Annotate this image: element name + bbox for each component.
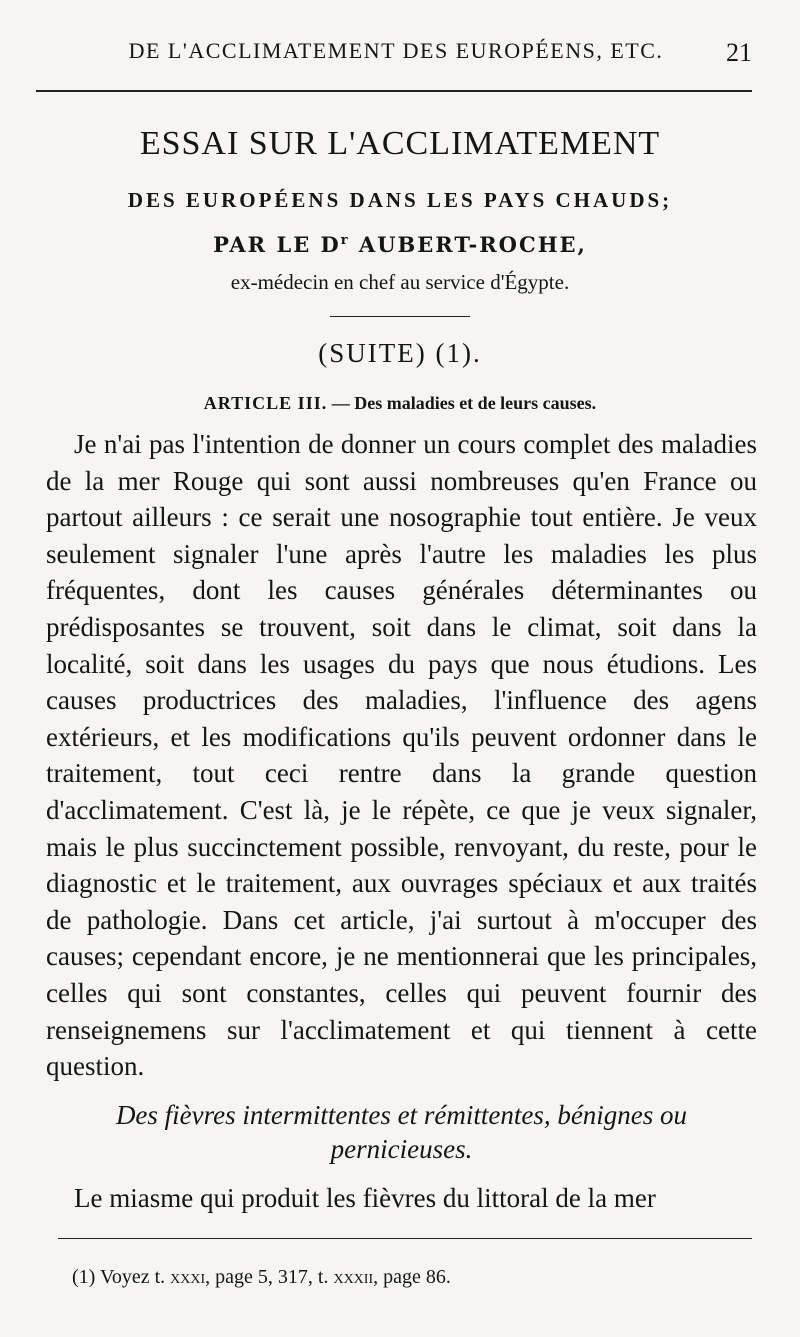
- continuation-marker: (SUITE) (1).: [318, 338, 482, 368]
- footnote-volume-1: xxxi: [170, 1266, 206, 1288]
- footnote-middle: , page 5, 317, t.: [205, 1266, 334, 1288]
- body-text: [46, 426, 757, 1085]
- footnote-prefix: (1) Voyez t.: [72, 1266, 171, 1288]
- header-rule: [36, 90, 752, 92]
- footnote-volume-2: xxxii: [333, 1266, 374, 1288]
- article-heading: [40, 393, 760, 414]
- footnote-rule: [58, 1238, 752, 1239]
- article-title: — Des maladies et de leurs causes.: [327, 393, 597, 413]
- author-name: AUBERT-ROCHE,: [349, 232, 587, 257]
- article-label: ARTICLE III.: [203, 393, 328, 413]
- essay-title: ESSAI SUR L'ACCLIMATEMENT: [139, 125, 661, 162]
- author-line: [40, 232, 760, 257]
- paragraph-1: Je n'ai pas l'intention de donner un cours complet des maladies de la mer Rouge qui sont aussi nombreuses qu'en France ou partout ailleurs : ce serait une nosographie tout entière. Je veux seulement signaler l'une après l'autre les maladies les plus fréquentes, dont les causes générales déterminantes ou prédisposantes se trouvent, soit dans le climat, soit dans la localité, soit dans les usages du pays que nous étudions. Les causes productrices des maladies, l'influence des agens extérieurs, et les modifications qu'ils peuvent ordonner dans le traitement, tout ceci rentre dans la grande question d'acclimatement. C'est là, je le répète, ce que je veux signaler, mais le plus succinctement possible, renvoyant, du reste, pour le diagnostic et le traitement, aux ouvrages spéciaux et aux traités de pathologie. Dans cet article, j'ai surtout à m'occuper des causes; cependant encore, je ne mentionnerai que les principales, celles qui sont constantes, celles qui peuvent fournir des renseignemens sur l'acclimatement et qui tiennent à cette question.: [46, 429, 757, 1082]
- author-role: ex-médecin en chef au service d'Égypte.: [230, 270, 570, 294]
- page-number: 21: [726, 38, 752, 67]
- essay-subtitle: DES EUROPÉENS DANS LES PAYS CHAUDS;: [127, 188, 673, 212]
- running-head-text: DE L'ACCLIMATEMENT DES EUROPÉENS, ETC.: [128, 38, 664, 63]
- section-heading: Des fièvres intermittentes et rémittentes, bénignes ou pernicieuses.: [115, 1100, 688, 1164]
- author-prefix: PAR LE D: [213, 232, 341, 257]
- footnote-suffix: , page 86.: [373, 1266, 451, 1288]
- author-title-sup: r: [340, 233, 350, 248]
- title-rule: [330, 316, 470, 317]
- footnote: [72, 1266, 752, 1289]
- paragraph-2: Le miasme qui produit les fièvres du littoral de la mer: [74, 1183, 656, 1213]
- running-head: [40, 38, 752, 72]
